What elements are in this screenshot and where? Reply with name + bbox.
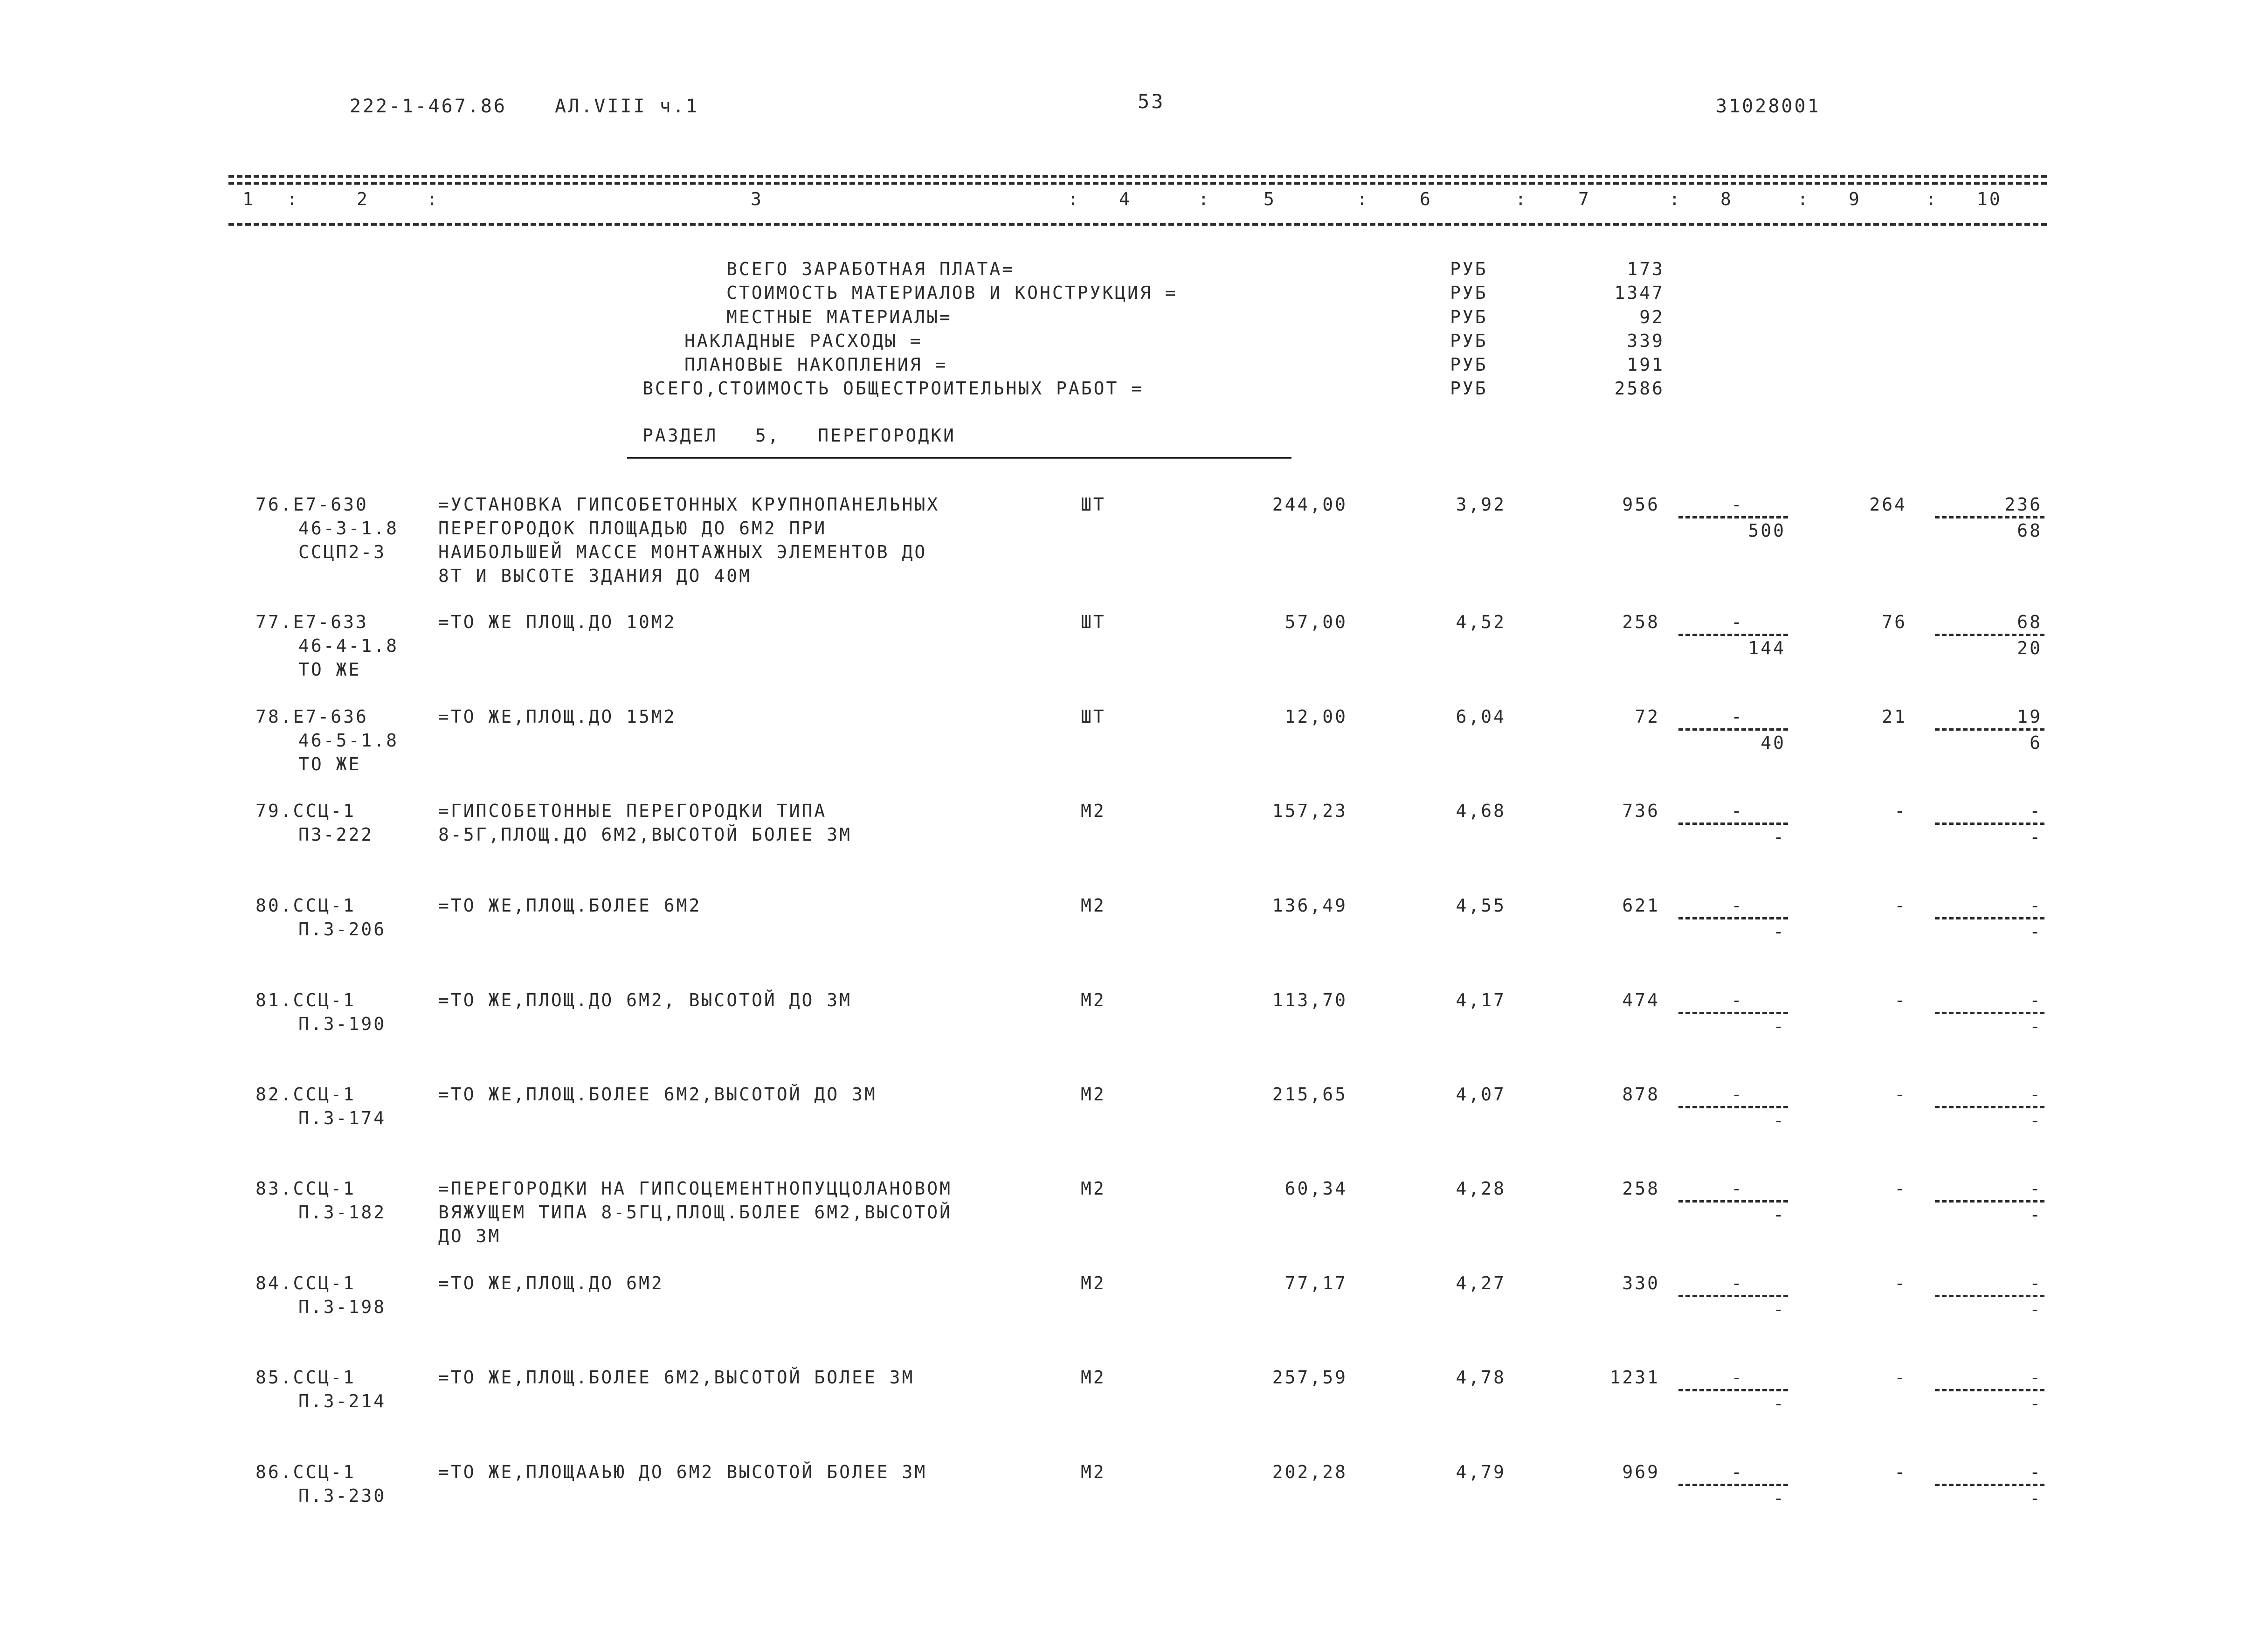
- summary-label: МЕСТНЫЕ МАТЕРИАЛЫ=: [726, 307, 952, 327]
- row-price: 4,28: [1456, 1178, 1506, 1199]
- summary-unit: РУБ: [1450, 354, 1488, 375]
- row-quantity: 113,70: [1272, 990, 1347, 1010]
- rule-top-2: [228, 182, 2047, 185]
- col10-bottom: -: [2030, 1488, 2042, 1508]
- summary-value: 92: [1639, 307, 1664, 327]
- col10-bottom: -: [2030, 1204, 2042, 1225]
- row-reference: П.3-214: [298, 1391, 387, 1411]
- doc-code: 222-1-467.86: [350, 96, 507, 117]
- row-number: 78.Е7-636: [255, 706, 368, 727]
- col10-bottom: -: [2030, 1016, 2042, 1037]
- col8-top: -: [1731, 494, 1744, 515]
- row-number: 76.Е7-630: [255, 494, 368, 515]
- col-num: 9: [1849, 189, 1861, 209]
- col8-top: -: [1731, 1273, 1744, 1293]
- row-description: НАИБОЛЬШЕЙ МАССЕ МОНТАЖНЫХ ЭЛЕМЕНТОВ ДО: [438, 542, 927, 562]
- row-reference: П.3-174: [298, 1108, 387, 1128]
- col-sep: :: [287, 189, 299, 209]
- row-total: 330: [1622, 1273, 1660, 1293]
- row-total: 878: [1622, 1084, 1660, 1105]
- col-sep: :: [1669, 189, 1682, 209]
- row-number: 79.ССЦ-1: [255, 801, 356, 821]
- col10-bottom: 6: [2030, 733, 2042, 753]
- col10-bottom: 68: [2017, 520, 2042, 541]
- row-price: 4,79: [1456, 1462, 1506, 1482]
- row-total: 258: [1622, 1178, 1660, 1199]
- col-num: 4: [1119, 189, 1132, 209]
- row-reference: П.3-190: [298, 1014, 387, 1034]
- summary-value: 191: [1627, 354, 1664, 375]
- col10-top: -: [2030, 1084, 2042, 1105]
- row-reference: 46-3-1.8: [298, 518, 399, 539]
- fraction-line-col10: [1935, 917, 2044, 919]
- fraction-line-col8: [1678, 1012, 1788, 1014]
- col8-bottom: -: [1773, 1299, 1786, 1320]
- col9: 264: [1869, 494, 1907, 515]
- row-price: 3,92: [1456, 494, 1506, 515]
- row-total: 474: [1622, 990, 1660, 1010]
- col8-bottom: -: [1773, 1016, 1786, 1037]
- col9: 21: [1882, 706, 1907, 727]
- row-description: =ТО ЖЕ,ПЛОЩ.БОЛЕЕ 6М2: [438, 895, 702, 916]
- col8-bottom: -: [1773, 1204, 1786, 1225]
- rule-top-1: [228, 175, 2047, 178]
- row-quantity: 60,34: [1284, 1178, 1347, 1199]
- col-num: 5: [1264, 189, 1276, 209]
- summary-label: ВСЕГО,СТОИМОСТЬ ОБЩЕСТРОИТЕЛЬНЫХ РАБОТ =: [642, 378, 1144, 399]
- row-unit: М2: [1081, 1273, 1106, 1293]
- row-unit: ШТ: [1081, 706, 1106, 727]
- fraction-line-col8: [1678, 1484, 1788, 1486]
- col10-top: -: [2030, 895, 2042, 916]
- col9: -: [1894, 895, 1907, 916]
- col8-top: -: [1731, 1178, 1744, 1199]
- col-num: 2: [357, 189, 369, 209]
- row-reference: 46-5-1.8: [298, 730, 399, 751]
- col10-top: 19: [2017, 706, 2042, 727]
- col10-bottom: -: [2030, 1393, 2042, 1414]
- fraction-line-col10: [1935, 823, 2044, 825]
- col8-top: -: [1731, 801, 1744, 821]
- row-description: =УСТАНОВКА ГИПСОБЕТОННЫХ КРУПНОПАНЕЛЬНЫХ: [438, 494, 940, 515]
- col-sep: :: [1357, 189, 1369, 209]
- row-unit: М2: [1081, 1084, 1106, 1105]
- row-price: 4,52: [1456, 612, 1506, 632]
- col8-bottom: 40: [1761, 733, 1786, 753]
- col10-top: 236: [2004, 494, 2042, 515]
- row-quantity: 157,23: [1272, 801, 1347, 821]
- col8-top: -: [1731, 895, 1744, 916]
- summary-label: ВСЕГО ЗАРАБОТНАЯ ПЛАТА=: [726, 259, 1015, 279]
- col8-bottom: 500: [1748, 520, 1786, 541]
- col-num: 10: [1977, 189, 2002, 209]
- summary-label: ПЛАНОВЫЕ НАКОПЛЕНИЯ =: [684, 354, 948, 375]
- col10-top: 68: [2017, 612, 2042, 632]
- col-num: 7: [1578, 189, 1591, 209]
- col-num: 3: [751, 189, 763, 209]
- fraction-line-col8: [1678, 516, 1788, 518]
- fraction-line-col8: [1678, 1295, 1788, 1297]
- row-unit: ШТ: [1081, 612, 1106, 632]
- row-unit: М2: [1081, 801, 1106, 821]
- summary-value: 339: [1627, 331, 1664, 351]
- row-description: =ПЕРЕГОРОДКИ НА ГИПСОЦЕМЕНТНОПУЦЦОЛАНОВОМ: [438, 1178, 952, 1199]
- fraction-line-col10: [1935, 1106, 2044, 1108]
- row-number: 77.Е7-633: [255, 612, 368, 632]
- fraction-line-col8: [1678, 634, 1788, 636]
- fraction-line-col8: [1678, 1200, 1788, 1203]
- row-description: =ТО ЖЕ,ПЛОЩ.ДО 6М2: [438, 1273, 664, 1293]
- col-sep: :: [1515, 189, 1528, 209]
- fraction-line-col8: [1678, 917, 1788, 919]
- row-number: 81.ССЦ-1: [255, 990, 356, 1010]
- row-quantity: 257,59: [1272, 1367, 1347, 1388]
- album-code: АЛ.VIII ч.1: [555, 96, 699, 117]
- row-description: =ТО ЖЕ,ПЛОЩ.БОЛЕЕ 6М2,ВЫСОТОЙ ДО 3М: [438, 1084, 877, 1105]
- col9: -: [1894, 1462, 1907, 1482]
- row-total: 736: [1622, 801, 1660, 821]
- col8-top: -: [1731, 706, 1744, 727]
- row-unit: М2: [1081, 895, 1106, 916]
- col10-bottom: -: [2030, 1299, 2042, 1320]
- row-unit: ШТ: [1081, 494, 1106, 515]
- fraction-line-col10: [1935, 1012, 2044, 1014]
- row-price: 6,04: [1456, 706, 1506, 727]
- col8-top: -: [1731, 612, 1744, 632]
- row-quantity: 215,65: [1272, 1084, 1347, 1105]
- row-number: 86.ССЦ-1: [255, 1462, 356, 1482]
- row-number: 82.ССЦ-1: [255, 1084, 356, 1105]
- summary-unit: РУБ: [1450, 378, 1488, 399]
- row-quantity: 244,00: [1272, 494, 1347, 515]
- col9: -: [1894, 1084, 1907, 1105]
- row-price: 4,55: [1456, 895, 1506, 916]
- row-total: 969: [1622, 1462, 1660, 1482]
- row-price: 4,07: [1456, 1084, 1506, 1105]
- row-reference: П.3-182: [298, 1202, 387, 1223]
- col8-top: -: [1731, 1084, 1744, 1105]
- col8-bottom: -: [1773, 1488, 1786, 1508]
- col8-top: -: [1731, 1367, 1744, 1388]
- row-unit: М2: [1081, 1178, 1106, 1199]
- section-underline: [627, 457, 1291, 459]
- row-price: 4,78: [1456, 1367, 1506, 1388]
- col-num: 6: [1420, 189, 1432, 209]
- row-total: 1231: [1609, 1367, 1660, 1388]
- col9: -: [1894, 1178, 1907, 1199]
- col10-top: -: [2030, 1367, 2042, 1388]
- col10-top: -: [2030, 801, 2042, 821]
- fraction-line-col10: [1935, 1484, 2044, 1486]
- summary-unit: РУБ: [1450, 259, 1488, 279]
- row-total: 621: [1622, 895, 1660, 916]
- row-number: 84.ССЦ-1: [255, 1273, 356, 1293]
- summary-value: 173: [1627, 259, 1664, 279]
- col8-bottom: -: [1773, 827, 1786, 847]
- col8-bottom: -: [1773, 1393, 1786, 1414]
- summary-unit: РУБ: [1450, 331, 1488, 351]
- row-quantity: 77,17: [1284, 1273, 1347, 1293]
- summary-label: НАКЛАДНЫЕ РАСХОДЫ =: [684, 331, 923, 351]
- row-number: 80.ССЦ-1: [255, 895, 356, 916]
- col-sep: :: [1198, 189, 1211, 209]
- row-number: 85.ССЦ-1: [255, 1367, 356, 1388]
- col9: -: [1894, 990, 1907, 1010]
- summary-value: 1347: [1614, 283, 1664, 303]
- row-unit: М2: [1081, 1462, 1106, 1482]
- doc-id: 31028001: [1716, 96, 1821, 117]
- row-description: =ТО ЖЕ,ПЛОЩ.БОЛЕЕ 6М2,ВЫСОТОЙ БОЛЕЕ 3М: [438, 1367, 915, 1388]
- col10-bottom: -: [2030, 921, 2042, 942]
- summary-unit: РУБ: [1450, 307, 1488, 327]
- row-description: =ГИПСОБЕТОННЫЕ ПЕРЕГОРОДКИ ТИПА: [438, 801, 827, 821]
- col-num: 8: [1720, 189, 1733, 209]
- row-total: 72: [1635, 706, 1660, 727]
- summary-label: СТОИМОСТЬ МАТЕРИАЛОВ И КОНСТРУКЦИЯ =: [726, 283, 1178, 303]
- col9: -: [1894, 1367, 1907, 1388]
- row-quantity: 202,28: [1272, 1462, 1347, 1482]
- row-reference: П.3-230: [298, 1486, 387, 1506]
- col9: -: [1894, 801, 1907, 821]
- col8-top: -: [1731, 990, 1744, 1010]
- row-description: =ТО ЖЕ,ПЛОЩААЬЮ ДО 6М2 ВЫСОТОЙ БОЛЕЕ 3М: [438, 1462, 927, 1482]
- row-description: =ТО ЖЕ,ПЛОЩ.ДО 6М2, ВЫСОТОЙ ДО 3М: [438, 990, 852, 1010]
- col10-top: -: [2030, 1178, 2042, 1199]
- row-reference: ТО ЖЕ: [298, 659, 361, 680]
- row-reference: П.3-206: [298, 919, 387, 940]
- row-reference: ССЦП2-3: [298, 542, 387, 562]
- col9: -: [1894, 1273, 1907, 1293]
- col8-bottom: -: [1773, 921, 1786, 942]
- fraction-line-col8: [1678, 1106, 1788, 1108]
- row-reference: 46-4-1.8: [298, 636, 399, 656]
- row-unit: М2: [1081, 990, 1106, 1010]
- summary-value: 2586: [1614, 378, 1664, 399]
- row-unit: М2: [1081, 1367, 1106, 1388]
- summary-unit: РУБ: [1450, 283, 1488, 303]
- col-sep: :: [1926, 189, 1938, 209]
- fraction-line-col8: [1678, 1389, 1788, 1391]
- col10-top: -: [2030, 1462, 2042, 1482]
- fraction-line-col10: [1935, 1200, 2044, 1203]
- col10-bottom: 20: [2017, 638, 2042, 658]
- section-title: РАЗДЕЛ 5, ПЕРЕГОРОДКИ: [642, 425, 956, 446]
- row-description: 8-5Г,ПЛОЩ.ДО 6М2,ВЫСОТОЙ БОЛЕЕ 3М: [438, 824, 852, 845]
- rule-header-bottom: [228, 223, 2047, 226]
- col9: 76: [1882, 612, 1907, 632]
- col10-top: -: [2030, 1273, 2042, 1293]
- row-price: 4,68: [1456, 801, 1506, 821]
- row-total: 258: [1622, 612, 1660, 632]
- row-price: 4,27: [1456, 1273, 1506, 1293]
- col8-bottom: -: [1773, 1110, 1786, 1131]
- row-total: 956: [1622, 494, 1660, 515]
- row-description: 8Т И ВЫСОТЕ ЗДАНИЯ ДО 40М: [438, 566, 752, 586]
- page-number: 53: [1138, 90, 1165, 113]
- col-num: 1: [242, 189, 255, 209]
- row-quantity: 12,00: [1284, 706, 1347, 727]
- fraction-line-col8: [1678, 823, 1788, 825]
- col-sep: :: [1068, 189, 1080, 209]
- fraction-line-col8: [1678, 728, 1788, 731]
- row-description: =ТО ЖЕ,ПЛОЩ.ДО 15М2: [438, 706, 677, 727]
- row-reference: П.3-198: [298, 1297, 387, 1317]
- col10-bottom: -: [2030, 1110, 2042, 1131]
- col8-bottom: 144: [1748, 638, 1786, 658]
- row-quantity: 57,00: [1284, 612, 1347, 632]
- col10-bottom: -: [2030, 827, 2042, 847]
- row-price: 4,17: [1456, 990, 1506, 1010]
- fraction-line-col10: [1935, 728, 2044, 731]
- row-reference: П3-222: [298, 824, 374, 845]
- col-sep: :: [427, 189, 439, 209]
- fraction-line-col10: [1935, 1389, 2044, 1391]
- row-description: =ТО ЖЕ ПЛОЩ.ДО 10М2: [438, 612, 677, 632]
- fraction-line-col10: [1935, 634, 2044, 636]
- row-description: ВЯЖУЩЕМ ТИПА 8-5ГЦ,ПЛОЩ.БОЛЕЕ 6М2,ВЫСОТОЙ: [438, 1202, 952, 1223]
- col-sep: :: [1797, 189, 1810, 209]
- row-quantity: 136,49: [1272, 895, 1347, 916]
- row-reference: ТО ЖЕ: [298, 754, 361, 774]
- col10-top: -: [2030, 990, 2042, 1010]
- row-description: ДО 3М: [438, 1226, 501, 1246]
- row-number: 83.ССЦ-1: [255, 1178, 356, 1199]
- col8-top: -: [1731, 1462, 1744, 1482]
- row-description: ПЕРЕГОРОДОК ПЛОЩАДЬЮ ДО 6М2 ПРИ: [438, 518, 827, 539]
- fraction-line-col10: [1935, 1295, 2044, 1297]
- fraction-line-col10: [1935, 516, 2044, 518]
